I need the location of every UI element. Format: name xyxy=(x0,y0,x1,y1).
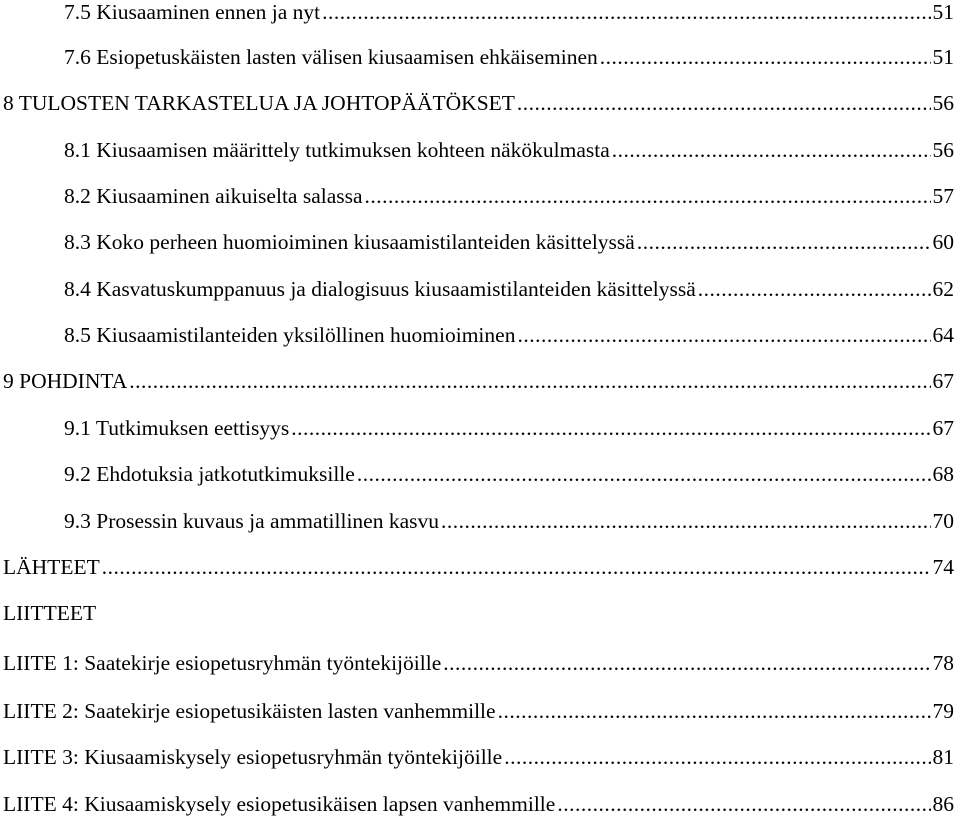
toc-entry-page: 67 xyxy=(932,416,954,440)
toc-entry-page: 56 xyxy=(932,91,954,115)
toc-entry-9-1[interactable] xyxy=(64,418,954,442)
toc-dot-leader xyxy=(129,371,930,393)
toc-entry-page: 60 xyxy=(932,230,954,254)
toc-entry-7-5[interactable] xyxy=(64,2,954,26)
toc-entry-title: LÄHTEET xyxy=(3,555,100,579)
toc-entry-8-3[interactable] xyxy=(64,232,954,256)
toc-dot-leader xyxy=(441,511,930,533)
toc-dot-leader xyxy=(322,2,930,24)
toc-dot-leader xyxy=(498,701,931,723)
toc-dot-leader xyxy=(357,464,931,486)
toc-entry-8[interactable] xyxy=(3,93,954,117)
toc-entry-7-6[interactable] xyxy=(64,47,954,71)
toc-entry-page: 81 xyxy=(932,745,954,769)
toc-entry-title: 9.2 Ehdotuksia jatkotutkimuksille xyxy=(64,462,355,486)
toc-entry-title: 8 TULOSTEN TARKASTELUA JA JOHTOPÄÄTÖKSET xyxy=(3,91,515,115)
toc-entry-title: 9.3 Prosessin kuvaus ja ammatillinen kasvu xyxy=(64,509,440,533)
toc-entry-9-3[interactable] xyxy=(64,511,954,535)
toc-entry-page: 62 xyxy=(932,277,954,301)
toc-entry-lahteet[interactable] xyxy=(3,557,954,581)
toc-dot-leader xyxy=(365,186,931,208)
toc-entry-title: 8.4 Kasvatuskumppanuus ja dialogisuus kiusaamistilanteiden käsittelyssä xyxy=(64,277,696,301)
toc-dot-leader xyxy=(557,794,930,816)
toc-entry-title: LIITE 1: Saatekirje esiopetusryhmän työntekijöille xyxy=(3,651,442,675)
toc-entry-title: LIITE 2: Saatekirje esiopetusikäisten lasten vanhemmille xyxy=(3,699,496,723)
toc-entry-9[interactable] xyxy=(3,371,954,395)
toc-dot-leader xyxy=(102,557,931,579)
toc-entry-page: 64 xyxy=(932,323,954,347)
toc-entry-title: 8.3 Koko perheen huomioiminen kiusaamistilanteiden käsittelyssä xyxy=(64,230,635,254)
toc-entry-page: 86 xyxy=(932,792,954,816)
toc-entry-8-4[interactable] xyxy=(64,279,954,303)
toc-entry-title: LIITE 3: Kiusaamiskysely esiopetusryhmän työntekijöille xyxy=(3,745,503,769)
toc-dot-leader xyxy=(291,418,930,440)
toc-entry-liite-4[interactable] xyxy=(3,794,954,818)
toc-entry-title: 8.2 Kiusaaminen aikuiselta salassa xyxy=(64,184,363,208)
toc-entry-page: 51 xyxy=(932,0,954,24)
toc-entry-title: 8.1 Kiusaamisen määrittely tutkimuksen kohteen näkökulmasta xyxy=(64,138,610,162)
toc-entry-page: 51 xyxy=(932,45,954,69)
toc-entry-page: 70 xyxy=(932,509,954,533)
toc-entry-page: 79 xyxy=(932,699,954,723)
toc-entry-page: 78 xyxy=(932,651,954,675)
toc-dot-leader xyxy=(612,140,931,162)
toc-entry-title: 8.5 Kiusaamistilanteiden yksilöllinen huomioiminen xyxy=(64,323,516,347)
toc-dot-leader xyxy=(517,325,930,347)
toc-entry-page: 74 xyxy=(932,555,954,579)
toc-entry-page: 68 xyxy=(932,462,954,486)
toc-entry-title: 7.5 Kiusaaminen ennen ja nyt xyxy=(64,0,321,24)
toc-entry-8-2[interactable] xyxy=(64,186,954,210)
toc-entry-8-5[interactable] xyxy=(64,325,954,349)
toc-heading-liitteet: LIITTEET xyxy=(3,601,97,625)
toc-dot-leader xyxy=(504,747,930,769)
toc-dot-leader xyxy=(600,47,931,69)
toc-entry-liite-2[interactable] xyxy=(3,701,954,725)
toc-entry-title: 7.6 Esiopetuskäisten lasten välisen kiusaamisen ehkäiseminen xyxy=(64,45,598,69)
toc-entry-title: LIITE 4: Kiusaamiskysely esiopetusikäisen lapsen vanhemmille xyxy=(3,792,556,816)
toc-dot-leader xyxy=(637,232,931,254)
toc-entry-8-1[interactable] xyxy=(64,140,954,164)
toc-dot-leader xyxy=(698,279,931,301)
toc-entry-liite-3[interactable] xyxy=(3,747,954,771)
toc-entry-page: 56 xyxy=(932,138,954,162)
toc-entry-title: 9 POHDINTA xyxy=(3,369,128,393)
toc-entry-title: 9.1 Tutkimuksen eettisyys xyxy=(64,416,290,440)
toc-entry-page: 57 xyxy=(932,184,954,208)
toc-dot-leader xyxy=(443,653,930,675)
toc-entry-liite-1[interactable] xyxy=(3,653,954,677)
toc-entry-9-2[interactable] xyxy=(64,464,954,488)
toc-entry-page: 67 xyxy=(932,369,954,393)
toc-dot-leader xyxy=(517,93,931,115)
